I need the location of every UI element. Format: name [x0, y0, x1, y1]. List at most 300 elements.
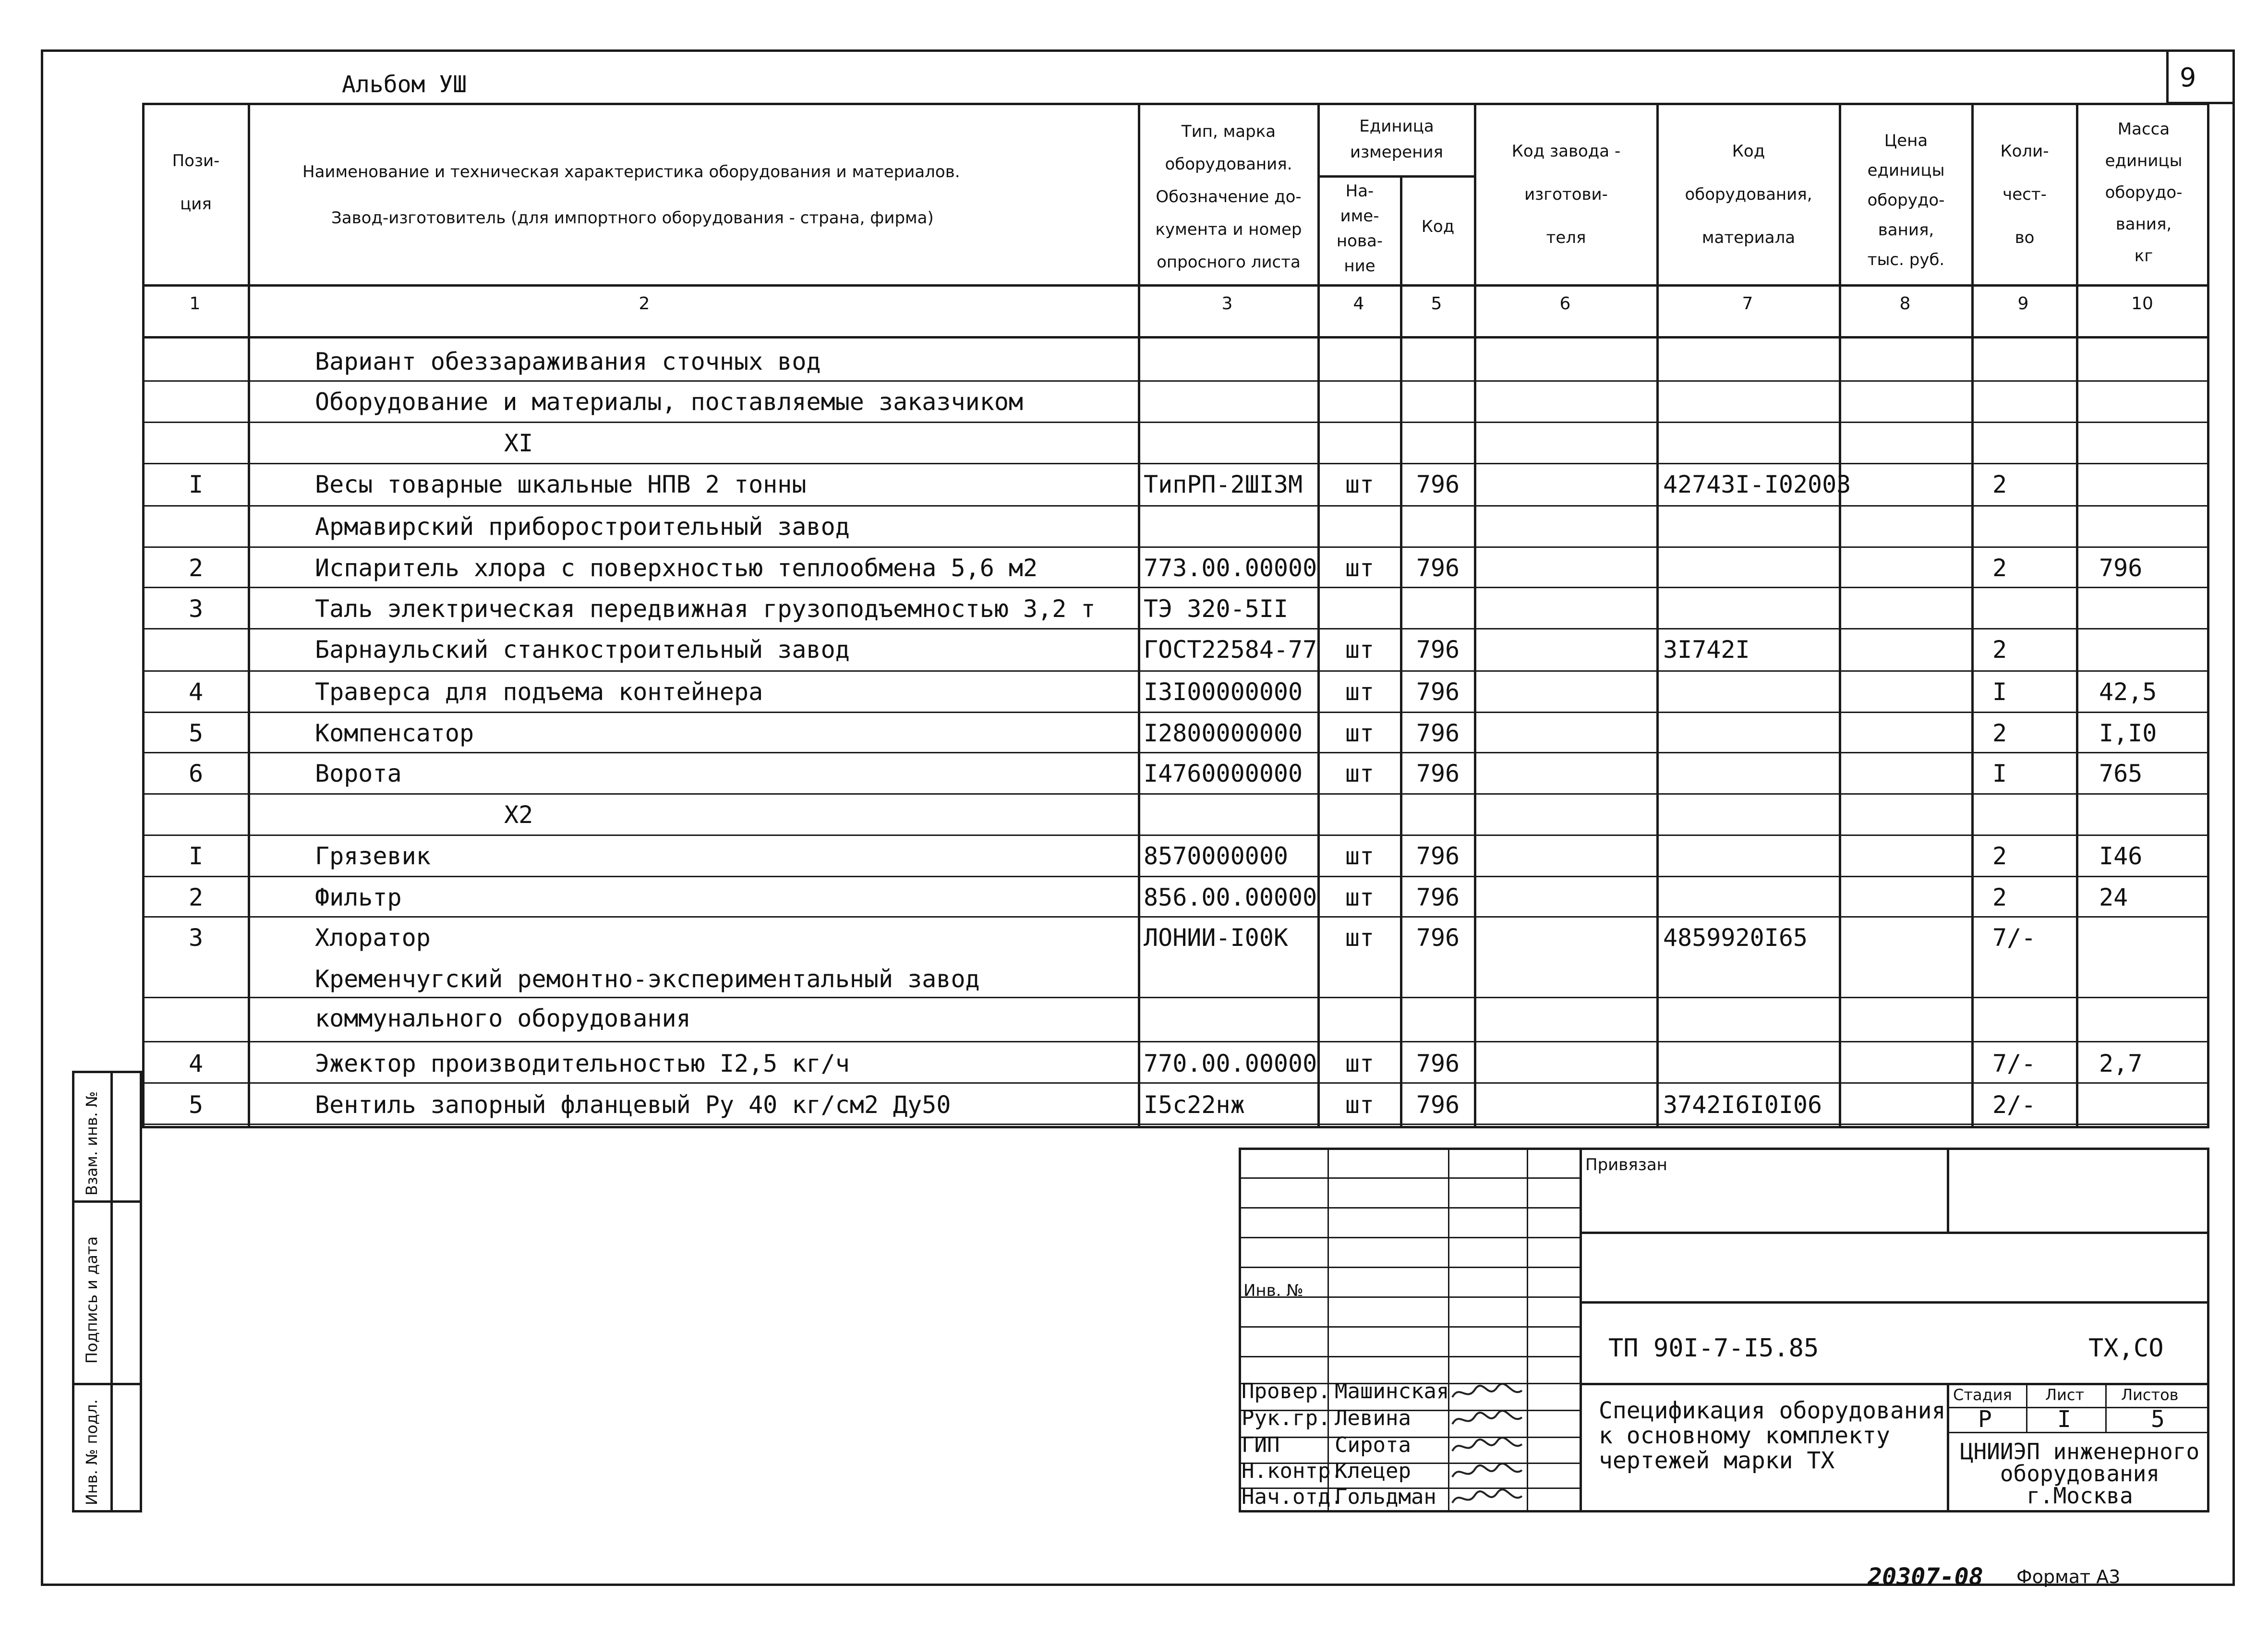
cell-qty: 2	[1992, 636, 2007, 664]
cell-mass	[2099, 629, 2209, 670]
cell-unit: шт	[1345, 554, 1375, 582]
cell-price	[1841, 794, 1971, 835]
cell-equip-code	[1663, 753, 1839, 794]
column-number: 6	[1559, 294, 1571, 314]
cell-equip-code: 3742I6I0I06	[1663, 1091, 1822, 1119]
cell-unit: шт	[1345, 719, 1375, 747]
header-factory-code	[1476, 130, 1656, 259]
cell-code	[1402, 423, 1474, 464]
cell-price	[1841, 917, 1971, 958]
header-price	[1841, 126, 1971, 275]
cell-type: 856.00.00000	[1144, 883, 1317, 911]
cell-unit: шт	[1345, 842, 1375, 870]
cell-price	[1841, 753, 1971, 794]
cell-factory	[1476, 917, 1656, 958]
doc-code: ТП 90I-7-I5.85	[1608, 1334, 1819, 1363]
cell-code: 796	[1416, 842, 1460, 870]
cell-mass	[2099, 917, 2209, 958]
cell-unit	[1319, 381, 1400, 423]
cell-code: 796	[1416, 678, 1460, 706]
header-text: Код завода -	[1511, 142, 1621, 161]
header-qty	[1973, 130, 2076, 259]
cell-qty: 2	[1992, 842, 2007, 870]
header-text: вания,	[2115, 215, 2172, 234]
cell-type: 8570000000	[1144, 842, 1289, 870]
cell-equip-code	[1663, 341, 1839, 382]
header-equip-code	[1658, 130, 1839, 259]
cell-price	[1841, 506, 1971, 547]
cell-unit	[1319, 794, 1400, 835]
tb-grid	[1527, 1148, 1528, 1512]
role-name: Клецер	[1335, 1459, 1411, 1483]
cell-factory	[1476, 877, 1656, 918]
cell-equip-code	[1663, 794, 1839, 835]
header-text: оборудования,	[1685, 185, 1812, 204]
cell-name: Вентиль запорный фланцевый Ру 40 кг/см2 Ду50	[315, 1091, 951, 1119]
organization	[1950, 1440, 2209, 1507]
column-number: 2	[639, 294, 650, 314]
column-number: 4	[1353, 294, 1364, 314]
doc-title-line: Спецификация оборудования	[1599, 1397, 1946, 1424]
cell-name: Испаритель хлора с поверхностью теплообмена 5,6 м2	[315, 554, 1038, 582]
cell-pos: I	[188, 842, 204, 870]
cell-pos	[144, 423, 248, 464]
cell-qty	[1992, 341, 2076, 382]
cell-pos	[144, 506, 248, 547]
role-label: Рук.гр.	[1242, 1406, 1331, 1430]
cell-factory	[1476, 547, 1656, 589]
cell-pos: 4	[188, 1050, 204, 1077]
cell-type	[1144, 958, 1316, 1000]
sheet-number: 9	[2180, 62, 2196, 93]
stage-label: Стадия	[1953, 1386, 2012, 1404]
header-text: Цена	[1884, 131, 1928, 150]
cell-equip-code: 42743I-I02003	[1663, 471, 1851, 498]
header-text: кумента и номер	[1155, 220, 1302, 239]
sheets-value: 5	[2151, 1406, 2165, 1433]
cell-name: XI	[504, 429, 533, 457]
cell-equip-code	[1663, 671, 1839, 713]
tb-line	[1947, 1383, 1949, 1512]
header-text: нова-	[1336, 231, 1383, 251]
col-line	[248, 103, 250, 1128]
cell-name: Кременчугский ремонтно-экспериментальный завод	[315, 965, 980, 993]
cell-qty: 7/-	[1992, 1050, 2036, 1077]
cell-factory	[1476, 794, 1656, 835]
cell-qty	[1992, 381, 2076, 423]
cell-name: Барнаульский станкостроительный завод	[315, 636, 850, 664]
header-position	[144, 139, 248, 226]
inv-podl-label: Инв. № подл.	[83, 1399, 101, 1505]
cell-mass	[2099, 341, 2209, 382]
title-block-row-line	[1239, 1237, 1580, 1238]
header-mass	[2078, 113, 2209, 272]
side-stamp-divider	[72, 1200, 142, 1203]
tb-grid	[1448, 1148, 1449, 1512]
cell-type	[1144, 794, 1316, 835]
header-text: оборудо-	[1867, 191, 1945, 210]
cell-pos: 2	[188, 883, 204, 911]
cell-factory	[1476, 671, 1656, 713]
cell-qty: 2	[1992, 554, 2007, 582]
cell-type: ЛОНИИ-I00К	[1144, 924, 1289, 952]
side-stamp-divider	[110, 1071, 113, 1512]
cell-qty: 2/-	[1992, 1091, 2036, 1119]
cell-name: Таль электрическая передвижная грузоподъемностью 3,2 т	[315, 595, 1096, 623]
header-name	[250, 149, 1080, 241]
cell-unit	[1319, 423, 1400, 464]
cell-pos: I	[188, 471, 204, 498]
doc-title	[1599, 1398, 1945, 1473]
cell-equip-code	[1663, 713, 1839, 754]
cell-code: 796	[1416, 719, 1460, 747]
header-text: Единица	[1359, 117, 1434, 136]
header-text: теля	[1546, 228, 1586, 247]
cell-price	[1841, 713, 1971, 754]
tb-line	[2026, 1383, 2027, 1432]
cell-type: I4760000000	[1144, 760, 1303, 787]
header-text: оборудования.	[1165, 155, 1292, 174]
cell-name: Эжектор производительностью I2,5 кг/ч	[315, 1050, 850, 1077]
cell-unit: шт	[1345, 471, 1375, 498]
privyazan-label: Привязан	[1585, 1155, 1667, 1174]
cell-name: Грязевик	[315, 842, 431, 870]
cell-unit	[1319, 588, 1400, 629]
cell-price	[1841, 1043, 1971, 1084]
cell-factory	[1476, 753, 1656, 794]
cell-unit: шт	[1345, 924, 1375, 952]
cell-unit	[1319, 506, 1400, 547]
cell-code: 796	[1416, 760, 1460, 787]
cell-code: 796	[1416, 1091, 1460, 1119]
cell-code	[1402, 506, 1474, 547]
role-name: Левина	[1335, 1406, 1411, 1430]
side-stamp-divider	[72, 1383, 142, 1385]
cell-unit: шт	[1345, 636, 1375, 664]
cell-pos: 4	[188, 678, 204, 706]
header-text: измерения	[1350, 143, 1444, 162]
column-number: 8	[1899, 294, 1911, 314]
signature-mark	[1450, 1461, 1527, 1480]
cell-qty: 7/-	[1992, 924, 2036, 952]
cell-price	[1841, 877, 1971, 918]
cell-pos	[144, 341, 248, 382]
cell-name: Компенсатор	[315, 719, 474, 747]
cell-type: I5с22нж	[1144, 1091, 1245, 1119]
role-name: Сирота	[1335, 1433, 1411, 1457]
column-number: 7	[1742, 294, 1753, 314]
cell-unit: шт	[1345, 883, 1375, 911]
header-unit-group	[1319, 113, 1474, 165]
cell-factory	[1476, 464, 1656, 505]
cell-qty	[1992, 998, 2076, 1039]
cell-pos: 6	[188, 760, 204, 787]
cell-factory	[1476, 958, 1656, 1000]
colnum-divider	[142, 336, 2209, 339]
column-number: 3	[1221, 294, 1233, 314]
cell-pos	[144, 958, 248, 1000]
cell-code: 796	[1416, 924, 1460, 952]
sheets-label: Листов	[2121, 1386, 2179, 1404]
column-number: 1	[189, 294, 201, 314]
cell-factory	[1476, 341, 1656, 382]
cell-mass	[2099, 423, 2209, 464]
header-text: Масса	[2117, 120, 2170, 139]
column-number: 9	[2017, 294, 2029, 314]
cell-price	[1841, 671, 1971, 713]
cell-mass: 765	[2099, 760, 2143, 787]
cell-price	[1841, 1084, 1971, 1125]
cell-qty	[1992, 423, 2076, 464]
sheet-value: I	[2057, 1406, 2071, 1433]
role-label: Нач.отд.	[1242, 1485, 1343, 1509]
cell-type: I3I00000000	[1144, 678, 1303, 706]
cell-unit: шт	[1345, 678, 1375, 706]
cell-type: I2800000000	[1144, 719, 1303, 747]
cell-type	[1144, 506, 1316, 547]
tb-line	[1580, 1383, 2209, 1385]
cell-price	[1841, 381, 1971, 423]
tb-line	[2105, 1383, 2107, 1432]
header-text: материала	[1701, 228, 1796, 247]
cell-type: ТЭ 320-5II	[1144, 595, 1289, 623]
org-line: оборудования	[2000, 1461, 2160, 1487]
cell-mass: 42,5	[2099, 678, 2157, 706]
cell-code	[1402, 588, 1474, 629]
cell-price	[1841, 998, 1971, 1039]
cell-type: 773.00.00000	[1144, 554, 1317, 582]
cell-equip-code	[1663, 835, 1839, 877]
cell-name: Весы товарные шкальные НПВ 2 тонны	[315, 471, 807, 498]
cell-name: Ворота	[315, 760, 402, 787]
cell-mass	[2099, 381, 2209, 423]
title-block-row-line	[1239, 1326, 1580, 1328]
cell-code: 796	[1416, 1050, 1460, 1077]
tb-line	[1580, 1232, 2209, 1234]
cell-pos	[144, 381, 248, 423]
cell-price	[1841, 423, 1971, 464]
header-text: единицы	[2105, 151, 2183, 170]
cell-name: Фильтр	[315, 883, 402, 911]
cell-qty	[1992, 794, 2076, 835]
cell-equip-code	[1663, 877, 1839, 918]
format-label: Формат А3	[2016, 1566, 2121, 1587]
cell-factory	[1476, 629, 1656, 670]
cell-factory	[1476, 835, 1656, 877]
cell-unit: шт	[1345, 760, 1375, 787]
cell-name: Армавирский приборостроительный завод	[315, 513, 850, 541]
header-text: во	[2015, 228, 2035, 247]
header-text: име-	[1340, 206, 1379, 226]
cell-factory	[1476, 423, 1656, 464]
doc-title-line: чертежей марки ТХ	[1599, 1447, 1835, 1474]
header-text: Завод-изготовитель (для импортного оборудования - страна, фирма)	[331, 208, 934, 228]
cell-name: Хлоратор	[315, 924, 431, 952]
column-number: 5	[1431, 294, 1442, 314]
cell-code	[1402, 958, 1474, 1000]
cell-equip-code	[1663, 423, 1839, 464]
cell-equip-code: 3I742I	[1663, 636, 1750, 664]
cell-qty: 2	[1992, 883, 2007, 911]
stage-value: Р	[1978, 1406, 1992, 1433]
cell-qty	[1992, 958, 2076, 1000]
cell-mass	[2099, 464, 2209, 505]
org-line: ЦНИИЭП инженерного	[1960, 1439, 2200, 1464]
cell-unit: шт	[1345, 1091, 1375, 1119]
header-text: опросного листа	[1157, 253, 1301, 272]
cell-price	[1841, 958, 1971, 1000]
role-label: ГИП	[1242, 1433, 1280, 1457]
cell-code: 796	[1416, 554, 1460, 582]
tb-line	[1580, 1301, 2209, 1304]
cell-code	[1402, 794, 1474, 835]
header-text: вания,	[1878, 220, 1934, 240]
cell-qty: I	[1992, 760, 2007, 787]
cell-equip-code	[1663, 588, 1839, 629]
sign-date-label: Подпись и дата	[83, 1236, 101, 1364]
cell-equip-code	[1663, 958, 1839, 1000]
title-block-row-line	[1239, 1356, 1580, 1357]
cell-price	[1841, 629, 1971, 670]
tb-line	[1947, 1148, 1949, 1234]
cell-equip-code	[1663, 547, 1839, 589]
header-text: кг	[2134, 246, 2153, 266]
cell-name: X2	[504, 801, 533, 829]
header-text: чест-	[2003, 185, 2047, 204]
role-label: Н.контр.	[1242, 1459, 1343, 1483]
cell-type	[1144, 998, 1316, 1039]
cell-equip-code	[1663, 1043, 1839, 1084]
cell-code: 796	[1416, 471, 1460, 498]
cell-code	[1402, 341, 1474, 382]
header-text: Код	[1732, 142, 1765, 161]
cell-name: Вариант обеззараживания сточных вод	[315, 348, 821, 375]
unit-group-divider	[1317, 175, 1474, 178]
role-name: Машинская	[1335, 1379, 1449, 1403]
cell-mass	[2099, 998, 2209, 1039]
cell-price	[1841, 341, 1971, 382]
cell-pos: 2	[188, 554, 204, 582]
cell-qty	[1992, 588, 2076, 629]
org-line: г.Москва	[2027, 1483, 2133, 1509]
title-block-row-line	[1239, 1207, 1580, 1209]
signature-mark	[1450, 1381, 1527, 1400]
cell-name: коммунального оборудования	[315, 1004, 691, 1032]
role-name: Гольдман	[1335, 1485, 1436, 1509]
cell-mass: 2,7	[2099, 1050, 2143, 1077]
inv-no-label: Инв. №	[1243, 1281, 1303, 1300]
cell-price	[1841, 547, 1971, 589]
cell-code: 796	[1416, 636, 1460, 664]
cell-mass	[2099, 794, 2209, 835]
cell-unit	[1319, 341, 1400, 382]
cell-pos: 3	[188, 924, 204, 952]
cell-type	[1144, 341, 1316, 382]
cell-qty: 2	[1992, 719, 2007, 747]
doc-mark: ТХ,СО	[2088, 1334, 2164, 1363]
header-unit-code: Код	[1421, 217, 1455, 236]
signature-mark	[1450, 1408, 1527, 1427]
stamp-number: 20307-08	[1868, 1563, 1983, 1591]
cell-pos	[144, 998, 248, 1039]
cell-factory	[1476, 998, 1656, 1039]
cell-pos	[144, 629, 248, 670]
signature-mark	[1450, 1487, 1527, 1506]
cell-qty: I	[1992, 678, 2007, 706]
cell-code	[1402, 998, 1474, 1039]
cell-factory	[1476, 506, 1656, 547]
cell-equip-code	[1663, 381, 1839, 423]
cell-mass	[2099, 958, 2209, 1000]
header-text: изготови-	[1524, 185, 1608, 204]
cell-price	[1841, 588, 1971, 629]
cell-price	[1841, 835, 1971, 877]
cell-code: 796	[1416, 883, 1460, 911]
cell-type: ГОСТ22584-77	[1144, 636, 1317, 664]
header-text: Наименование и техническая характеристика оборудования и материалов.	[302, 162, 960, 181]
title-block-row-line	[1239, 1267, 1580, 1268]
header-text: Обозначение до-	[1156, 187, 1302, 206]
role-label: Провер.	[1242, 1379, 1331, 1403]
album-title: Альбом УШ	[342, 71, 467, 98]
header-unit-name	[1319, 179, 1400, 278]
cell-qty: 2	[1992, 471, 2007, 498]
header-text: Тип, марка	[1181, 122, 1276, 141]
cell-pos: 3	[188, 595, 204, 623]
cell-equip-code	[1663, 506, 1839, 547]
cell-mass	[2099, 1084, 2209, 1125]
cell-pos: 5	[188, 719, 204, 747]
header-text: Коли-	[2000, 142, 2049, 161]
cell-mass	[2099, 588, 2209, 629]
cell-name: Траверса для подъема контейнера	[315, 678, 763, 706]
cell-type: 770.00.00000	[1144, 1050, 1317, 1077]
cell-pos	[144, 794, 248, 835]
cell-code	[1402, 381, 1474, 423]
vzam-inv-label: Взам. инв. №	[83, 1091, 101, 1196]
cell-unit: шт	[1345, 1050, 1375, 1077]
header-type	[1140, 115, 1317, 278]
cell-price	[1841, 464, 1971, 505]
doc-title-line: к основному комплекту	[1599, 1422, 1890, 1449]
cell-mass	[2099, 506, 2209, 547]
header-text: оборудо-	[2105, 183, 2183, 202]
header-divider	[142, 284, 2209, 287]
cell-mass: I,I0	[2099, 719, 2157, 747]
tb-line	[1580, 1148, 1582, 1512]
cell-factory	[1476, 1043, 1656, 1084]
cell-name: Оборудование и материалы, поставляемые заказчиком	[315, 388, 1024, 416]
cell-unit	[1319, 958, 1400, 1000]
title-block-row-line	[1239, 1177, 1580, 1179]
sheet-label: Лист	[2045, 1386, 2085, 1404]
column-number: 10	[2131, 294, 2153, 314]
cell-type	[1144, 423, 1316, 464]
header-text: ция	[180, 194, 212, 214]
cell-factory	[1476, 1084, 1656, 1125]
row-divider	[142, 1041, 2209, 1042]
cell-pos: 5	[188, 1091, 204, 1119]
cell-type	[1144, 381, 1316, 423]
cell-equip-code: 4859920I65	[1663, 924, 1808, 952]
signature-mark	[1450, 1435, 1527, 1454]
cell-mass: 24	[2099, 883, 2128, 911]
cell-qty	[1992, 506, 2076, 547]
cell-factory	[1476, 713, 1656, 754]
header-text: ние	[1344, 256, 1375, 276]
cell-factory	[1476, 588, 1656, 629]
cell-factory	[1476, 381, 1656, 423]
